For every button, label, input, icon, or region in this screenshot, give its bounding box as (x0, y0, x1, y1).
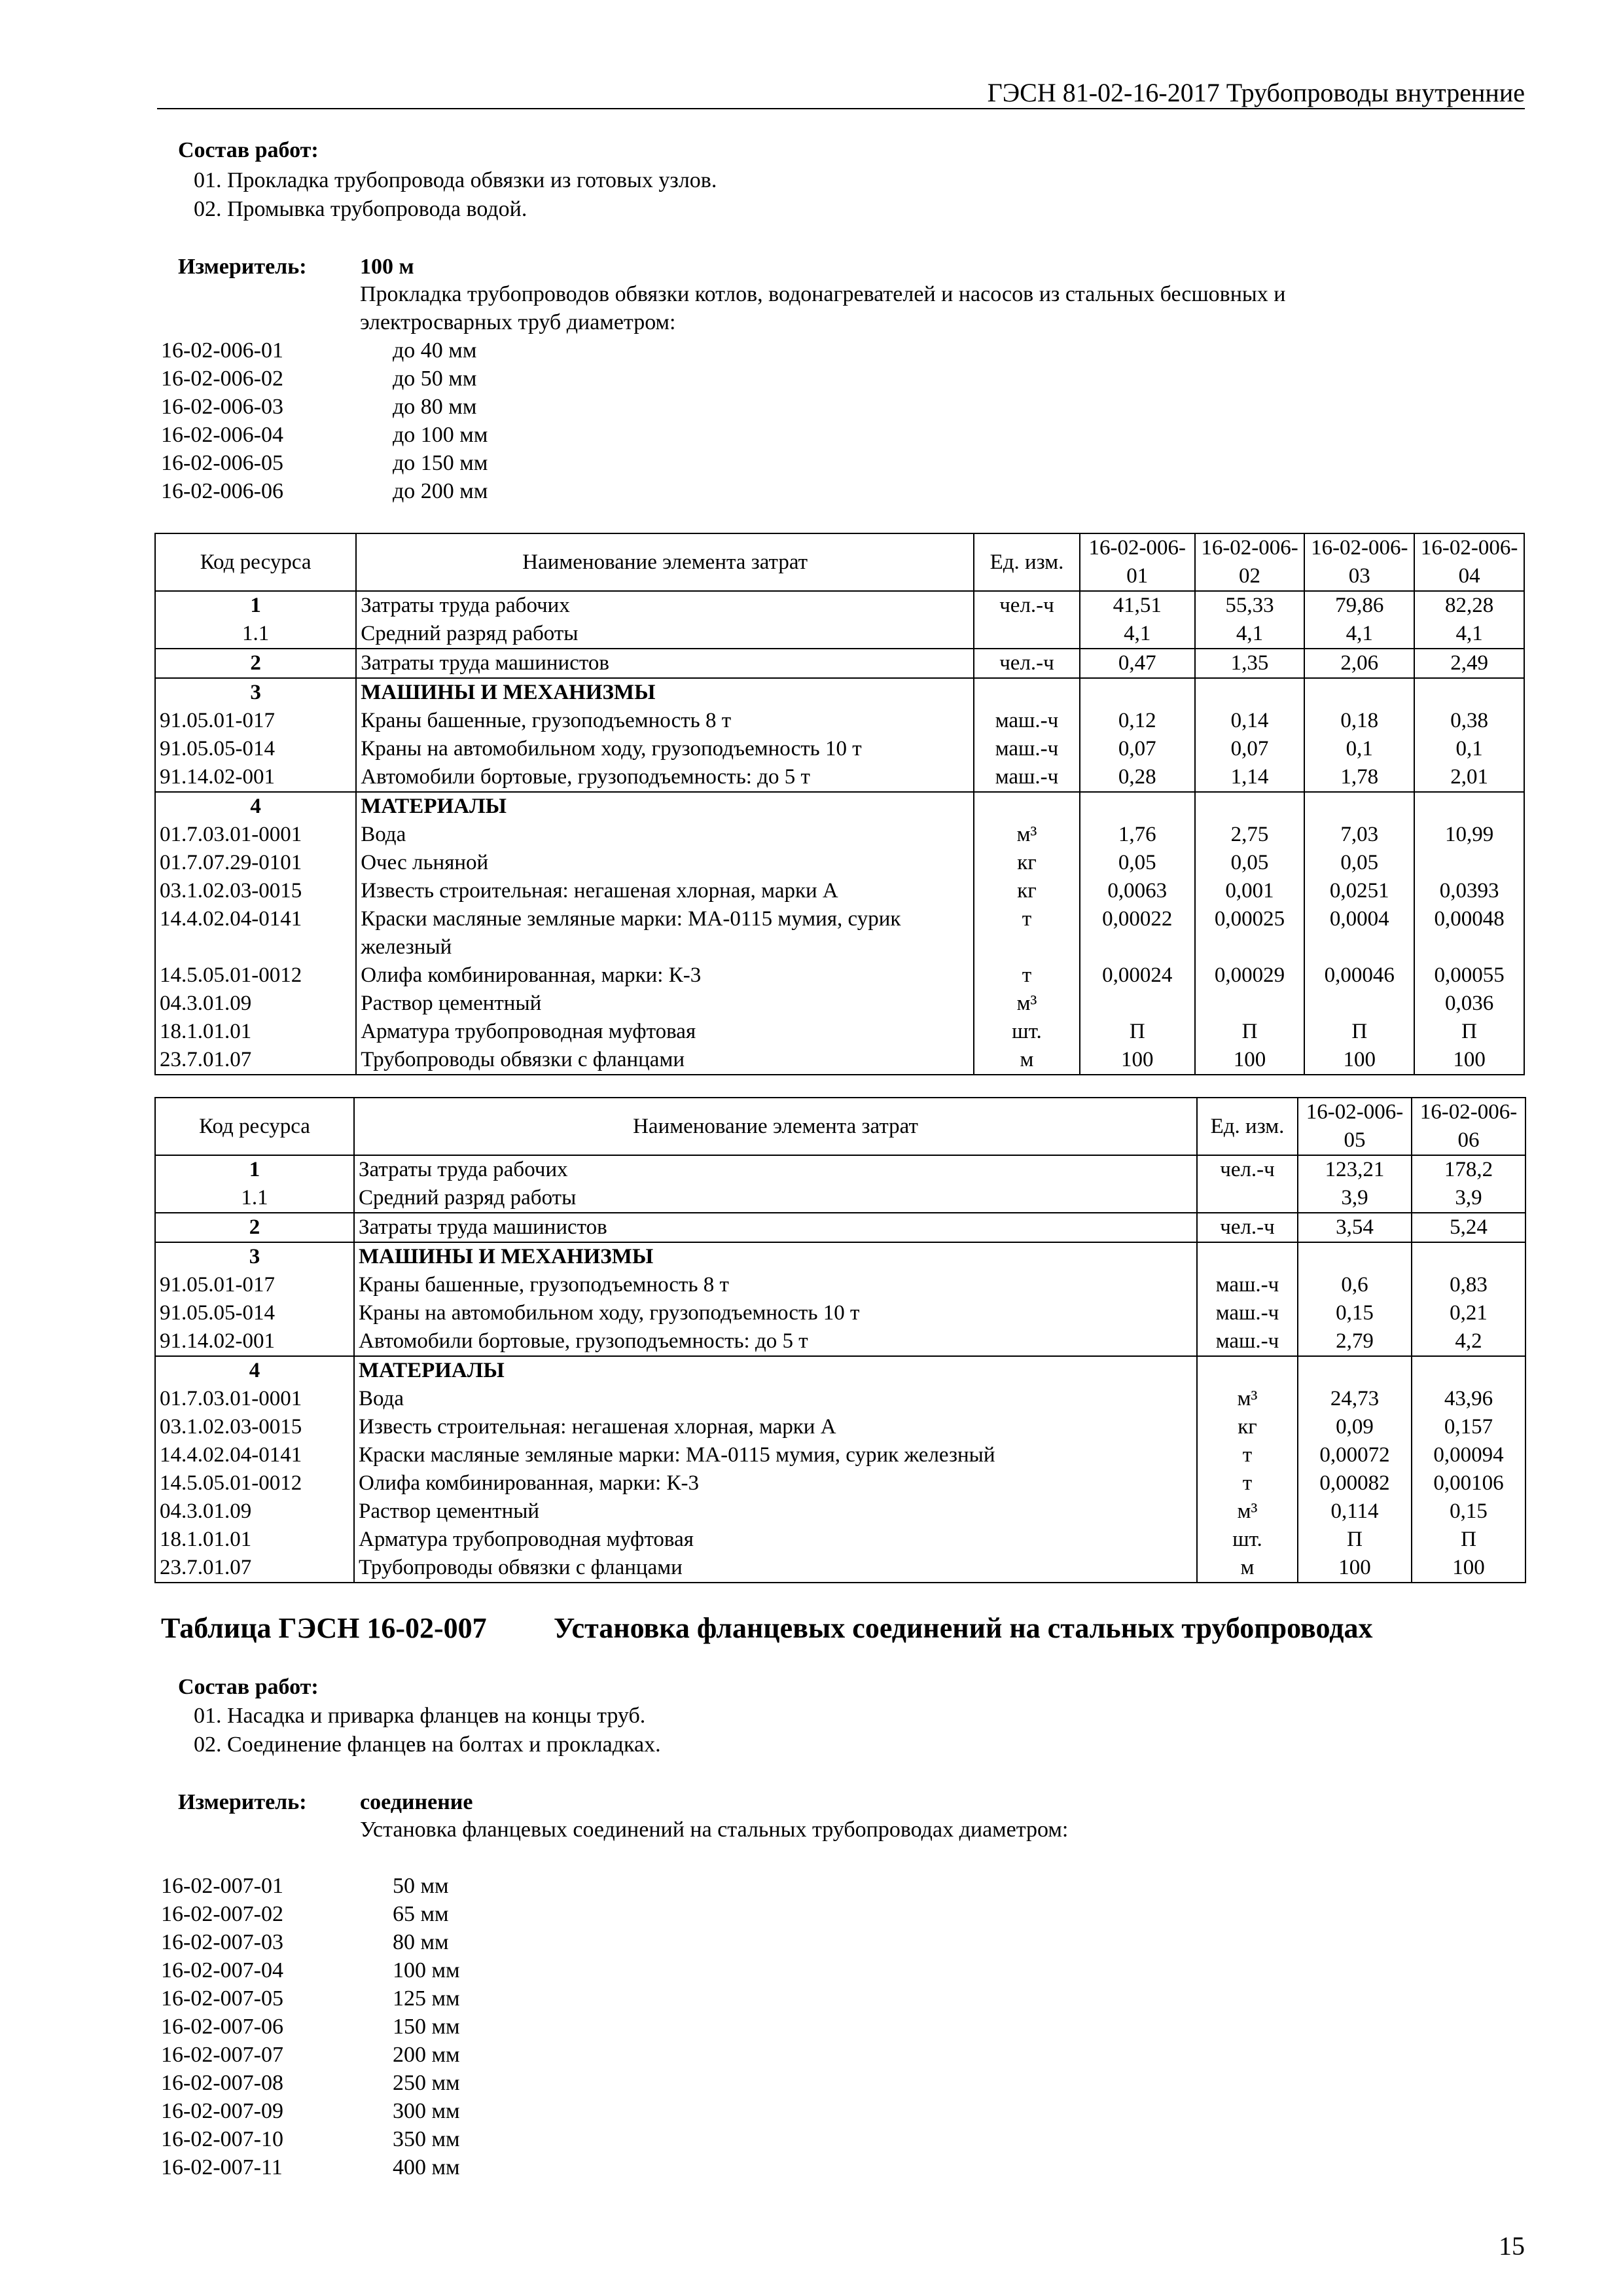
cell-value: 178,2 (1412, 1155, 1525, 1184)
cell-value: 2,49 (1414, 649, 1524, 678)
norm-code: 16-02-007-03 (161, 1930, 283, 1954)
cell-value: 4,1 (1414, 620, 1524, 649)
cell-name: Очес льняной (356, 849, 974, 877)
cell-unit: маш.-ч (974, 735, 1080, 763)
table-row (155, 821, 1524, 849)
header-code: Код ресурса (155, 1098, 354, 1155)
cell-value: 100 (1080, 1046, 1195, 1075)
cell-name: Краны на автомобильном ходу, грузоподъемность 10 т (356, 735, 974, 763)
cell-unit (1197, 1242, 1298, 1271)
header-norm-col: 16-02-006-06 (1412, 1098, 1525, 1155)
cell-value (1414, 678, 1524, 707)
table-row (155, 961, 1524, 990)
norm-size: до 150 мм (393, 451, 488, 475)
cell-code: 4 (155, 1356, 354, 1385)
cell-value (1414, 792, 1524, 821)
cell-value: 0,00082 (1298, 1469, 1412, 1498)
cell-value (1080, 678, 1195, 707)
cell-value: 2,79 (1298, 1327, 1412, 1356)
cell-value: 2,06 (1304, 649, 1414, 678)
cell-value: 100 (1195, 1046, 1305, 1075)
header-norm-col: 16-02-006-02 (1195, 533, 1305, 591)
cell-value (1195, 678, 1305, 707)
cell-name: Краны на автомобильном ходу, грузоподъемность 10 т (354, 1299, 1197, 1327)
cell-name: Арматура трубопроводная муфтовая (356, 1018, 974, 1046)
measure-unit: соединение (360, 1790, 473, 1814)
cell-name: Средний разряд работы (356, 620, 974, 649)
cell-value: 0,15 (1412, 1498, 1525, 1526)
cell-code: 3 (155, 1242, 354, 1271)
cell-value: 0,157 (1412, 1413, 1525, 1441)
cell-unit: т (1197, 1441, 1298, 1469)
table-row (155, 707, 1524, 735)
cell-name: Раствор цементный (354, 1498, 1197, 1526)
table-row (155, 620, 1524, 649)
cell-value (1304, 990, 1414, 1018)
cell-value: 43,96 (1412, 1385, 1525, 1413)
cell-name: Краны башенные, грузоподъемность 8 т (354, 1271, 1197, 1299)
cell-value: 0,12 (1080, 707, 1195, 735)
norm-size: 80 мм (393, 1930, 449, 1954)
cell-code: 04.3.01.09 (155, 1498, 354, 1526)
cell-unit (974, 792, 1080, 821)
norm-size: 100 мм (393, 1958, 460, 1982)
cell-value (1298, 1242, 1412, 1271)
cell-name: Раствор цементный (356, 990, 974, 1018)
norm-code: 16-02-006-06 (161, 479, 283, 503)
norm-size: до 200 мм (393, 479, 488, 503)
cell-value: 0,28 (1080, 763, 1195, 792)
cell-code: 91.05.01-017 (155, 1271, 354, 1299)
measure-label: Измеритель: (178, 1790, 307, 1814)
table-row (155, 1242, 1525, 1271)
header-unit: Ед. изм. (1197, 1098, 1298, 1155)
measure-label: Измеритель: (178, 255, 307, 279)
table-row (155, 1213, 1525, 1242)
cell-value: 0,15 (1298, 1299, 1412, 1327)
table-row (155, 905, 1524, 961)
cell-code: 18.1.01.01 (155, 1018, 356, 1046)
cell-unit: т (1197, 1469, 1298, 1498)
cell-code: 91.05.05-014 (155, 735, 356, 763)
sostav-item: 01. Прокладка трубопровода обвязки из готовых узлов. (194, 168, 717, 192)
table-row (155, 849, 1524, 877)
cell-name: Автомобили бортовые, грузоподъемность: до 5 т (356, 763, 974, 792)
cell-unit: м (1197, 1554, 1298, 1583)
cell-value: 5,24 (1412, 1213, 1525, 1242)
cell-value: П (1195, 1018, 1305, 1046)
cell-value: 4,2 (1412, 1327, 1525, 1356)
table-header-row (155, 1098, 1525, 1155)
cell-code: 01.7.03.01-0001 (155, 821, 356, 849)
cell-value: 3,54 (1298, 1213, 1412, 1242)
norm-code: 16-02-007-02 (161, 1902, 283, 1926)
cell-code: 91.14.02-001 (155, 1327, 354, 1356)
norm-size: до 40 мм (393, 338, 477, 363)
norm-size: 50 мм (393, 1874, 449, 1898)
table-row (155, 1046, 1524, 1075)
table-row (155, 1299, 1525, 1327)
cell-code: 1.1 (155, 620, 356, 649)
cell-code: 14.5.05.01-0012 (155, 1469, 354, 1498)
table-row (155, 1327, 1525, 1356)
norm-code: 16-02-007-05 (161, 1986, 283, 2011)
cell-code: 4 (155, 792, 356, 821)
sostav-item: 01. Насадка и приварка фланцев на концы труб. (194, 1704, 646, 1728)
norm-code: 16-02-007-06 (161, 2015, 283, 2039)
cell-value: 0,00025 (1195, 905, 1305, 961)
norm-size: до 80 мм (393, 395, 477, 419)
cell-value: 0,001 (1195, 877, 1305, 905)
table-row (155, 1385, 1525, 1413)
header-norm-col: 16-02-006-04 (1414, 533, 1524, 591)
norm-size: 150 мм (393, 2015, 460, 2039)
table-row (155, 1155, 1525, 1184)
cell-value: 0,83 (1412, 1271, 1525, 1299)
norm-code: 16-02-007-09 (161, 2099, 283, 2123)
cell-value (1304, 678, 1414, 707)
norm-code: 16-02-006-03 (161, 395, 283, 419)
cell-name: Трубопроводы обвязки с фланцами (354, 1554, 1197, 1583)
table-row (155, 1469, 1525, 1498)
cell-value: 41,51 (1080, 591, 1195, 620)
cell-name: МАТЕРИАЛЫ (354, 1356, 1197, 1385)
cell-value: 0,00046 (1304, 961, 1414, 990)
table-row (155, 1554, 1525, 1583)
norm-code: 16-02-007-10 (161, 2127, 283, 2151)
cell-unit: т (974, 905, 1080, 961)
norm-size: 400 мм (393, 2155, 460, 2179)
running-header: ГЭСН 81-02-16-2017 Трубопроводы внутренние (987, 78, 1525, 107)
cell-value: 24,73 (1298, 1385, 1412, 1413)
cell-value (1414, 849, 1524, 877)
cell-unit: шт. (974, 1018, 1080, 1046)
cell-unit: маш.-ч (1197, 1327, 1298, 1356)
cell-value (1195, 990, 1305, 1018)
cell-unit: шт. (1197, 1526, 1298, 1554)
table-row (155, 1018, 1524, 1046)
table-row (155, 763, 1524, 792)
cell-unit: маш.-ч (1197, 1299, 1298, 1327)
cell-value: 0,036 (1414, 990, 1524, 1018)
table-row (155, 1271, 1525, 1299)
cell-value (1080, 990, 1195, 1018)
cell-unit: кг (974, 877, 1080, 905)
norm-size: до 100 мм (393, 423, 488, 447)
cell-name: Вода (354, 1385, 1197, 1413)
table-header-row (155, 533, 1524, 591)
cell-unit: м (974, 1046, 1080, 1075)
cell-unit: чел.-ч (1197, 1155, 1298, 1184)
cell-code: 23.7.01.07 (155, 1046, 356, 1075)
cell-name: Олифа комбинированная, марки: К-3 (354, 1469, 1197, 1498)
cell-code: 04.3.01.09 (155, 990, 356, 1018)
table-row (155, 1441, 1525, 1469)
cell-name: Затраты труда машинистов (356, 649, 974, 678)
cell-value: 100 (1298, 1554, 1412, 1583)
cell-value: 0,07 (1080, 735, 1195, 763)
cell-code: 14.4.02.04-0141 (155, 1441, 354, 1469)
norm-code: 16-02-006-05 (161, 451, 283, 475)
cell-name: Олифа комбинированная, марки: К-3 (356, 961, 974, 990)
header-norm-col: 16-02-006-05 (1298, 1098, 1412, 1155)
cell-code: 18.1.01.01 (155, 1526, 354, 1554)
cell-value: 0,14 (1195, 707, 1305, 735)
cell-value (1080, 792, 1195, 821)
norm-code: 16-02-007-07 (161, 2043, 283, 2067)
cell-value: 0,00072 (1298, 1441, 1412, 1469)
cell-value: 0,1 (1414, 735, 1524, 763)
measure-description: Установка фланцевых соединений на стальных трубопроводах диаметром: (360, 1818, 1069, 1842)
table-title-name: Установка фланцевых соединений на стальных трубопроводах (554, 1612, 1373, 1644)
header-name: Наименование элемента затрат (354, 1098, 1197, 1155)
cell-value: 0,00106 (1412, 1469, 1525, 1498)
cell-value: 0,47 (1080, 649, 1195, 678)
table-row (155, 1526, 1525, 1554)
cell-code: 23.7.01.07 (155, 1554, 354, 1583)
cell-value: 0,00029 (1195, 961, 1305, 990)
cell-code: 01.7.07.29-0101 (155, 849, 356, 877)
cell-name: Средний разряд работы (354, 1184, 1197, 1213)
cell-value: 0,00094 (1412, 1441, 1525, 1469)
header-norm-col: 16-02-006-03 (1304, 533, 1414, 591)
cell-code: 91.14.02-001 (155, 763, 356, 792)
cell-value: 123,21 (1298, 1155, 1412, 1184)
cell-value: 4,1 (1304, 620, 1414, 649)
cell-unit (974, 678, 1080, 707)
header-unit: Ед. изм. (974, 533, 1080, 591)
header-name: Наименование элемента затрат (356, 533, 974, 591)
cell-value: 2,75 (1195, 821, 1305, 849)
cell-unit (1197, 1356, 1298, 1385)
cell-unit: чел.-ч (974, 649, 1080, 678)
cell-code: 3 (155, 678, 356, 707)
norm-size: 125 мм (393, 1986, 460, 2011)
cell-code: 03.1.02.03-0015 (155, 877, 356, 905)
norm-code: 16-02-006-04 (161, 423, 283, 447)
cell-value: 0,0063 (1080, 877, 1195, 905)
table-row (155, 877, 1524, 905)
cell-value: П (1080, 1018, 1195, 1046)
norm-size: 300 мм (393, 2099, 460, 2123)
sostav-item: 02. Соединение фланцев на болтах и прокладках. (194, 1732, 661, 1757)
cell-value: 79,86 (1304, 591, 1414, 620)
table-row (155, 792, 1524, 821)
cell-value: 1,78 (1304, 763, 1414, 792)
cell-name: Вода (356, 821, 974, 849)
norm-code: 16-02-006-02 (161, 367, 283, 391)
page-number: 15 (1499, 2231, 1525, 2261)
cell-unit: кг (974, 849, 1080, 877)
cell-unit: м³ (1197, 1498, 1298, 1526)
cell-value: 1,35 (1195, 649, 1305, 678)
cell-unit: маш.-ч (1197, 1271, 1298, 1299)
cell-value: 0,07 (1195, 735, 1305, 763)
cell-value: 0,114 (1298, 1498, 1412, 1526)
cell-code: 1.1 (155, 1184, 354, 1213)
table-row (155, 678, 1524, 707)
table-row (155, 990, 1524, 1018)
cell-unit: чел.-ч (974, 591, 1080, 620)
cell-name: Известь строительная: негашеная хлорная, марки А (356, 877, 974, 905)
cell-value: 0,0004 (1304, 905, 1414, 961)
cell-name: МАШИНЫ И МЕХАНИЗМЫ (356, 678, 974, 707)
cell-value: 1,14 (1195, 763, 1305, 792)
resource-table-1 (154, 533, 1525, 1075)
cell-unit: кг (1197, 1413, 1298, 1441)
cell-code: 2 (155, 1213, 354, 1242)
cell-value: 7,03 (1304, 821, 1414, 849)
cell-value: 1,76 (1080, 821, 1195, 849)
cell-name: Краски масляные земляные марки: МА-0115 мумия, сурик железный (354, 1441, 1197, 1469)
cell-value: 3,9 (1412, 1184, 1525, 1213)
cell-value: 0,09 (1298, 1413, 1412, 1441)
norm-code: 16-02-007-11 (161, 2155, 283, 2179)
cell-value: 0,38 (1414, 707, 1524, 735)
table-row (155, 591, 1524, 620)
cell-value: 82,28 (1414, 591, 1524, 620)
sostav-title: Состав работ: (178, 138, 319, 162)
cell-code: 14.4.02.04-0141 (155, 905, 356, 961)
cell-value: 100 (1412, 1554, 1525, 1583)
cell-value: 4,1 (1080, 620, 1195, 649)
sostav-item: 02. Промывка трубопровода водой. (194, 197, 527, 221)
cell-name: МАТЕРИАЛЫ (356, 792, 974, 821)
cell-value: 55,33 (1195, 591, 1305, 620)
sostav-title: Состав работ: (178, 1675, 319, 1699)
cell-value: 0,1 (1304, 735, 1414, 763)
norm-size: 350 мм (393, 2127, 460, 2151)
norm-size: до 50 мм (393, 367, 477, 391)
cell-value: 100 (1304, 1046, 1414, 1075)
table-title (161, 1611, 1373, 1645)
cell-unit (974, 620, 1080, 649)
norm-code: 16-02-006-01 (161, 338, 283, 363)
measure-unit: 100 м (360, 255, 414, 279)
cell-value: П (1304, 1018, 1414, 1046)
cell-value: 0,05 (1080, 849, 1195, 877)
table-title-label: Таблица ГЭСН 16-02-007 (161, 1612, 487, 1644)
table-row (155, 1498, 1525, 1526)
cell-unit: м³ (1197, 1385, 1298, 1413)
resource-table-2 (154, 1097, 1526, 1583)
cell-value (1304, 792, 1414, 821)
cell-value: 0,05 (1304, 849, 1414, 877)
norm-size: 250 мм (393, 2071, 460, 2095)
cell-name: Затраты труда рабочих (354, 1155, 1197, 1184)
cell-name: Трубопроводы обвязки с фланцами (356, 1046, 974, 1075)
cell-unit: маш.-ч (974, 763, 1080, 792)
cell-value: П (1414, 1018, 1524, 1046)
cell-code: 03.1.02.03-0015 (155, 1413, 354, 1441)
header-rule (157, 108, 1525, 109)
table-row (155, 1413, 1525, 1441)
cell-unit: маш.-ч (974, 707, 1080, 735)
table-row (155, 1184, 1525, 1213)
norm-size: 65 мм (393, 1902, 449, 1926)
table-row (155, 735, 1524, 763)
cell-value: 2,01 (1414, 763, 1524, 792)
cell-value: П (1298, 1526, 1412, 1554)
cell-value: 0,00022 (1080, 905, 1195, 961)
measure-description: Прокладка трубопроводов обвязки котлов, водонагревателей и насосов из стальных бесшовных и электросварных труб диаметром: (360, 282, 1286, 334)
cell-value: 3,9 (1298, 1184, 1412, 1213)
cell-value: 100 (1414, 1046, 1524, 1075)
cell-code: 91.05.01-017 (155, 707, 356, 735)
cell-name: Автомобили бортовые, грузоподъемность: до 5 т (354, 1327, 1197, 1356)
norm-code: 16-02-007-04 (161, 1958, 283, 1982)
norm-size: 200 мм (393, 2043, 460, 2067)
table-row (155, 1356, 1525, 1385)
cell-unit: м³ (974, 990, 1080, 1018)
header-norm-col: 16-02-006-01 (1080, 533, 1195, 591)
cell-value: 0,05 (1195, 849, 1305, 877)
cell-code: 2 (155, 649, 356, 678)
cell-value: П (1412, 1526, 1525, 1554)
cell-code: 91.05.05-014 (155, 1299, 354, 1327)
norm-code: 16-02-007-08 (161, 2071, 283, 2095)
cell-value (1298, 1356, 1412, 1385)
cell-unit: т (974, 961, 1080, 990)
cell-value: 0,18 (1304, 707, 1414, 735)
cell-code: 01.7.03.01-0001 (155, 1385, 354, 1413)
cell-unit: м³ (974, 821, 1080, 849)
cell-unit (1197, 1184, 1298, 1213)
cell-value: 0,00055 (1414, 961, 1524, 990)
cell-value: 4,1 (1195, 620, 1305, 649)
cell-value: 0,00048 (1414, 905, 1524, 961)
cell-name: Затраты труда машинистов (354, 1213, 1197, 1242)
cell-value: 0,00024 (1080, 961, 1195, 990)
cell-value (1412, 1242, 1525, 1271)
cell-name: Краны башенные, грузоподъемность 8 т (356, 707, 974, 735)
cell-name: Затраты труда рабочих (356, 591, 974, 620)
cell-name: Известь строительная: негашеная хлорная, марки А (354, 1413, 1197, 1441)
cell-name: Краски масляные земляные марки: МА-0115 мумия, сурик железный (356, 905, 974, 961)
cell-value: 10,99 (1414, 821, 1524, 849)
cell-value: 0,0251 (1304, 877, 1414, 905)
cell-name: Арматура трубопроводная муфтовая (354, 1526, 1197, 1554)
cell-value: 0,21 (1412, 1299, 1525, 1327)
cell-value (1195, 792, 1305, 821)
cell-value (1412, 1356, 1525, 1385)
cell-value: 0,0393 (1414, 877, 1524, 905)
cell-code: 1 (155, 1155, 354, 1184)
cell-value: 0,6 (1298, 1271, 1412, 1299)
norm-code: 16-02-007-01 (161, 1874, 283, 1898)
cell-unit: чел.-ч (1197, 1213, 1298, 1242)
table-row (155, 649, 1524, 678)
cell-name: МАШИНЫ И МЕХАНИЗМЫ (354, 1242, 1197, 1271)
header-code: Код ресурса (155, 533, 356, 591)
cell-code: 1 (155, 591, 356, 620)
cell-code: 14.5.05.01-0012 (155, 961, 356, 990)
